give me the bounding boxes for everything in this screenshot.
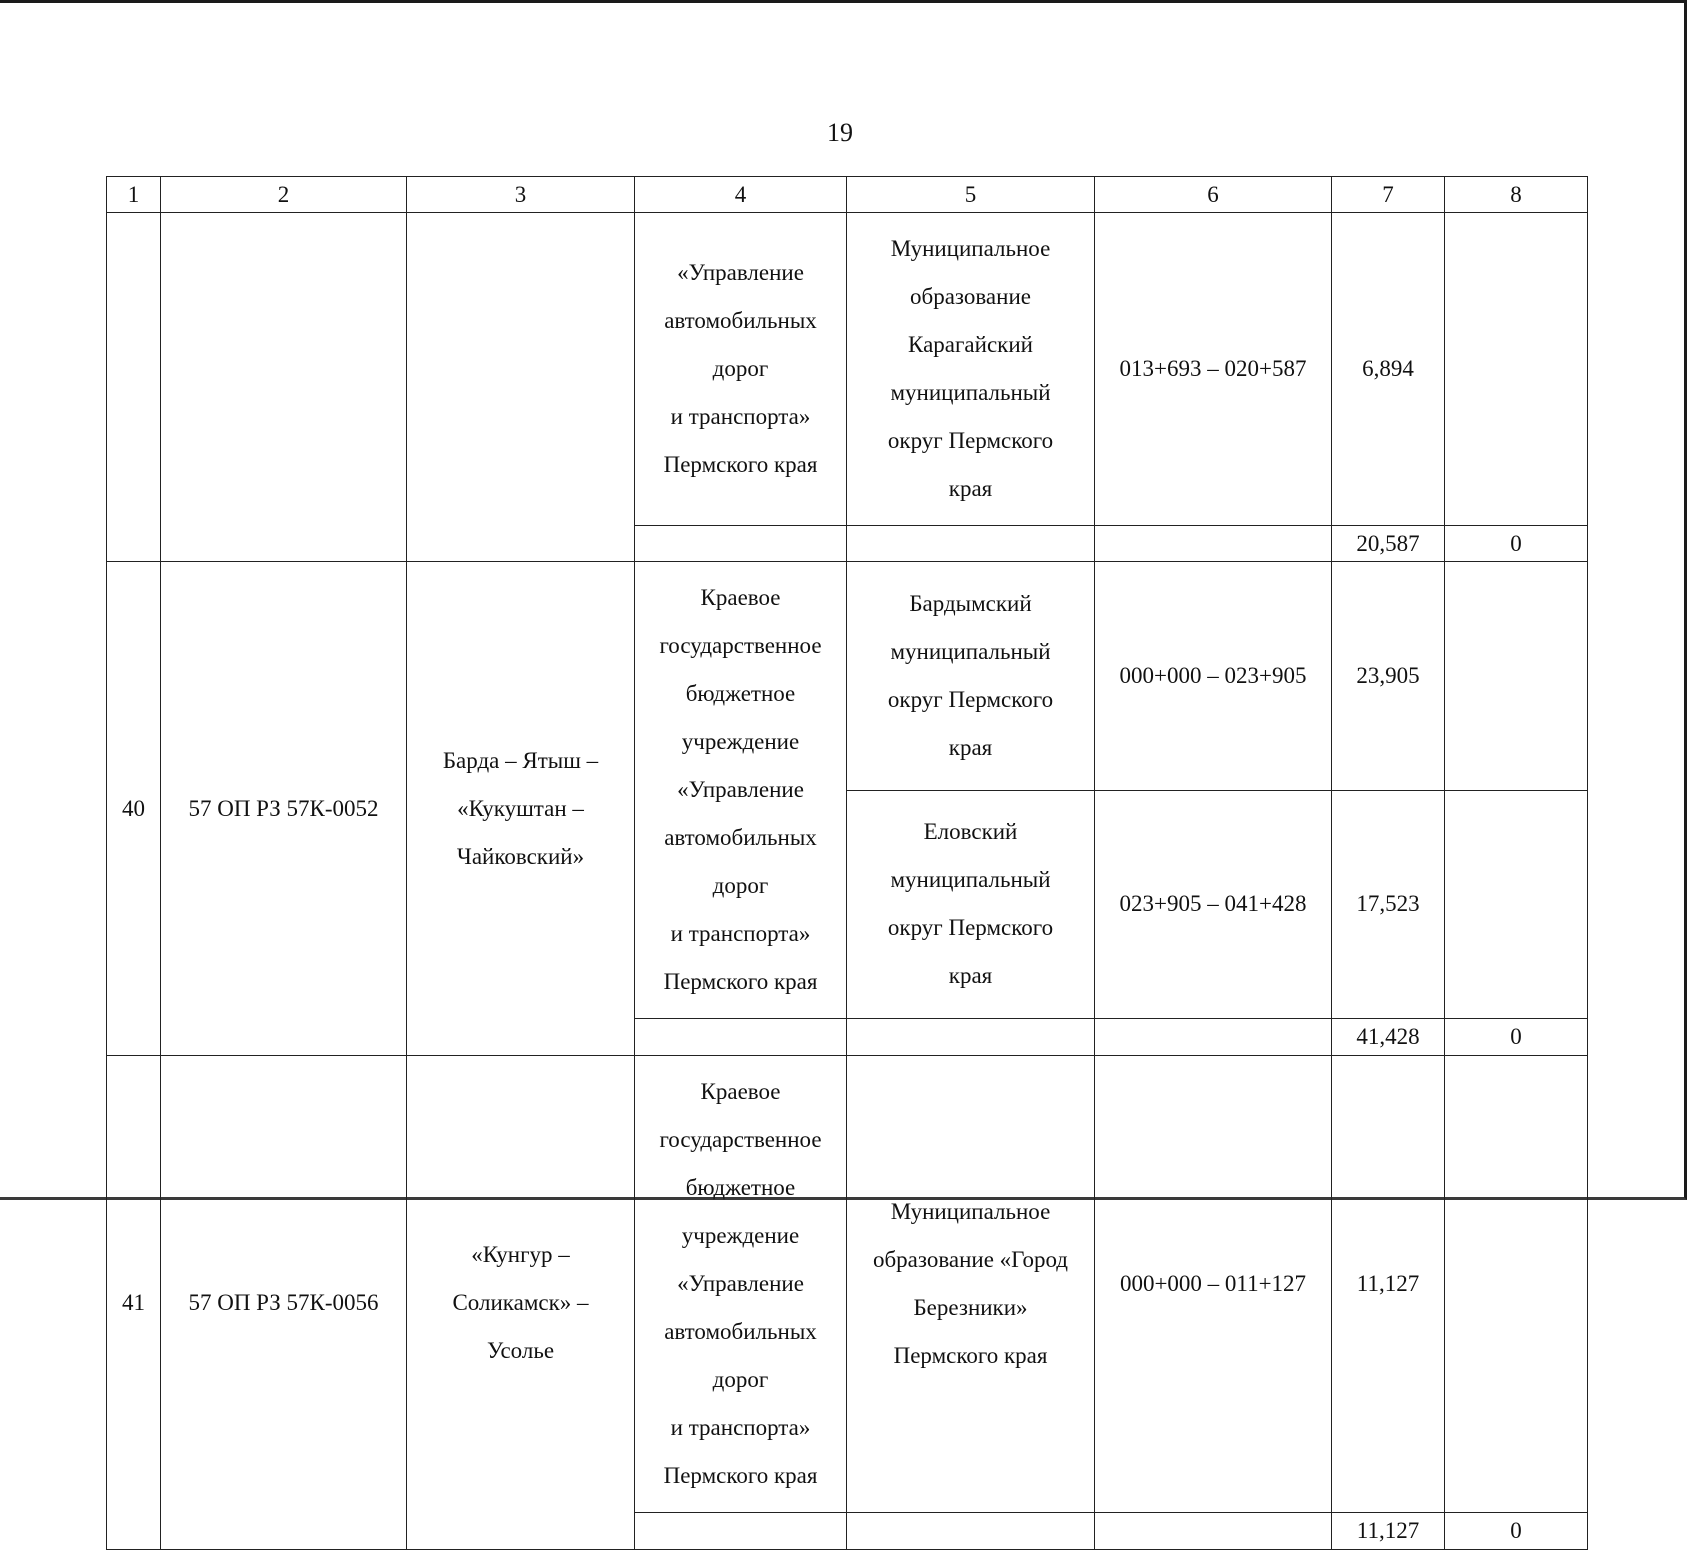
road-name-cell	[407, 213, 635, 562]
road-id-cell: 57 ОП РЗ 57К-0052	[161, 562, 407, 1056]
header-cell: 4	[635, 177, 847, 213]
empty-cell	[635, 1019, 847, 1056]
range-cell: 023+905 – 041+428	[1095, 790, 1332, 1019]
total-length-cell: 11,127	[1332, 1513, 1445, 1550]
empty-cell	[847, 1513, 1095, 1550]
empty-cell	[1095, 1019, 1332, 1056]
col8-cell	[1445, 1056, 1588, 1513]
total-col8-cell: 0	[1445, 1513, 1588, 1550]
col8-cell	[1445, 562, 1588, 791]
length-cell: 11,127	[1332, 1056, 1445, 1513]
col8-cell	[1445, 213, 1588, 526]
municipality-cell: Бардымский муниципальный округ Пермского края	[847, 562, 1095, 791]
header-row	[107, 177, 1588, 213]
table-row	[107, 562, 1588, 791]
empty-cell	[847, 526, 1095, 562]
header-cell: 3	[407, 177, 635, 213]
road-id-cell	[161, 213, 407, 562]
road-id-cell: 57 ОП РЗ 57К-0056	[161, 1056, 407, 1550]
continued-segment-row	[107, 213, 1588, 526]
empty-cell	[847, 1019, 1095, 1056]
organization-cell: Краевое государственное бюджетное учреждение «Управление автомобильных дорог и транспорта» Пермского края	[635, 562, 847, 1019]
total-col8-cell: 0	[1445, 526, 1588, 562]
empty-cell	[1095, 526, 1332, 562]
page-number: 19	[827, 118, 853, 147]
header-cell: 1	[107, 177, 161, 213]
number-cell: 40	[107, 562, 161, 1056]
number-cell	[107, 213, 161, 562]
range-cell: 000+000 – 011+127	[1095, 1056, 1332, 1513]
organization-cell: Краевое государственное бюджетное учреждение «Управление автомобильных дорог и транспорта» Пермского края	[635, 1056, 847, 1513]
empty-cell	[1095, 1513, 1332, 1550]
municipality-cell: Муниципальное образование Карагайский муниципальный округ Пермского края	[847, 213, 1095, 526]
header-cell: 7	[1332, 177, 1445, 213]
header-cell: 6	[1095, 177, 1332, 213]
number-cell: 41	[107, 1056, 161, 1550]
total-length-cell: 41,428	[1332, 1019, 1445, 1056]
municipality-cell: Еловский муниципальный округ Пермского края	[847, 790, 1095, 1019]
road-name-cell: Барда – Ятыш – «Кукуштан – Чайковский»	[407, 562, 635, 1056]
road-name-cell: «Кунгур – Соликамск» – Усолье	[407, 1056, 635, 1550]
empty-cell	[635, 1513, 847, 1550]
range-cell: 000+000 – 023+905	[1095, 562, 1332, 791]
road-table	[106, 176, 1588, 1550]
range-cell: 013+693 – 020+587	[1095, 213, 1332, 526]
empty-cell	[635, 526, 847, 562]
header-cell: 8	[1445, 177, 1588, 213]
total-col8-cell: 0	[1445, 1019, 1588, 1056]
organization-cell: «Управление автомобильных дорог и транспорта» Пермского края	[635, 213, 847, 526]
municipality-cell: Муниципальное образование «Город Березники» Пермского края	[847, 1056, 1095, 1513]
header-cell: 5	[847, 177, 1095, 213]
total-length-cell: 20,587	[1332, 526, 1445, 562]
length-cell: 17,523	[1332, 790, 1445, 1019]
table-row	[107, 1056, 1588, 1513]
header-cell: 2	[161, 177, 407, 213]
col8-cell	[1445, 790, 1588, 1019]
length-cell: 23,905	[1332, 562, 1445, 791]
length-cell: 6,894	[1332, 213, 1445, 526]
